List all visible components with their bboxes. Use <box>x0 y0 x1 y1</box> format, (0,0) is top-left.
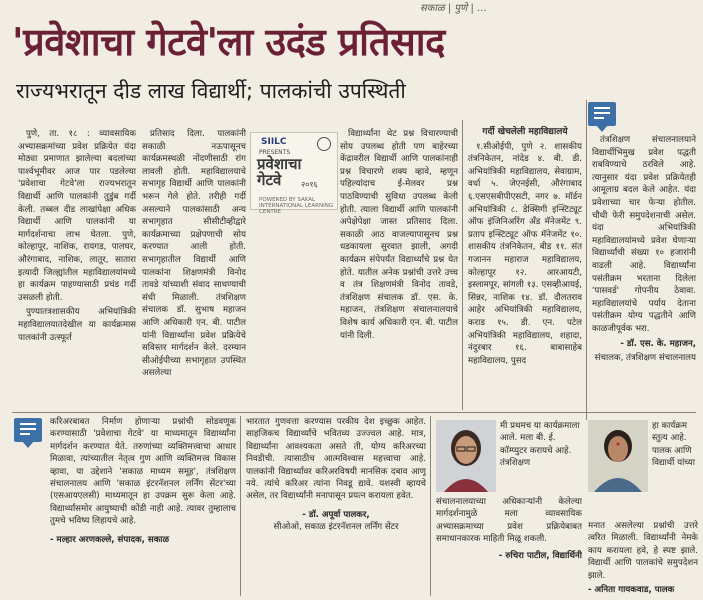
quote-parent-side <box>652 420 700 520</box>
col1-paragraph-1: पुणे, ता. १८ : व्यावसायिक अभ्यासक्रमांच्या प्रवेश प्रक्रियेत यंदा मोठ्या प्रमाणात झालेल्या बदलांच्या पार्श्वभूमीवर आज पार पडलेल्या 'प्रवेशाचा गेटवे'ला राज्यभरातून विद्यार्थी आणि पालकांनी तुडुंब गर्दी केली. तब्बल दीड लाखांपेक्षा अधिक विद्यार्थी आणि पालकांनी या मार्गदर्शनाचा लाभ घेतला. पुणे, कोल्हापूर, नाशिक, रायगड, पालघर, औरंगाबाद, नाशिक, लातूर, सातारा इत्यादी जिल्ह्यांतील महाविद्यालयांमध्ये हा कार्यक्रम पाहण्यासाठी प्रचंड गर्दी उसळली होती. <box>18 129 136 303</box>
quote-editor-text: करिअरबाबत निर्माण होणाऱ्या प्रश्नांची सोडवणूक करण्यासाठी 'प्रवेशाचा गेटवे' या माध्यमातून विद्यार्थ्यांना मार्गदर्शन करण्यात येते. तरुणांच्या व्यक्तिमत्त्वाचा आधार मिळावा, त्यांच्यातील नेतृत्व गुण आणि व्यक्तिमत्त्व विकास व्हावा, या उद्देशाने 'सकाळ माध्यम समूह', तंत्रशिक्षण संचालनालय आणि 'सकाळ इंटरनॅशनल लर्निंग सेंटर'च्या (एसआयएलसी) माध्यमातून हा उपक्रम सुरू केला आहे. विद्यार्थ्यांसमोर आयुष्याची कोंडी नाही आहे. त्यावर तुम्हालाच तुमचे भविष्य लिहायचे आहे. <box>50 417 236 527</box>
quote-parent-side-text: हा कार्यक्रम स्तुत्य आहे. पालक आणि विद्यार्थी यांच्या <box>652 421 695 469</box>
col3-paragraph-1: विद्यार्थ्यांना थेट प्रश्न विचारण्याची सोय उपलब्ध होती पण बाहेरच्या केंद्रावरील विद्यार्थी आणि पालकांनाही प्रश्न विचारणे शक्य व्हावे, म्हणून पहिल्यांदाच ई-मेलवर प्रश्न पाठविण्याची सुविधा उपलब्ध केली होती. त्याला विद्यार्थी आणि पालकांनी अपेक्षेपेक्षा जास्त प्रतिसाद दिला. सकाळी आठ वाजल्यापासूनच प्रश्न धडकायला सुरवात झाली, अगदी कार्यक्रम संपेपर्यंत विद्यार्थ्यांचे प्रश्न येत होते. यातील अनेक प्रश्नांची उत्तरे उच्च व तंत्र शिक्षणमंत्री विनोद तावडे, तंत्रशिक्षण संचालक डॉ. एस. के. महाजन, तंत्रशिक्षण संचालनालयाचे विशेष कार्य अधिकारी एन. बी. पाटील यांनी दिली. <box>340 129 458 341</box>
quote-student-text: संचालनालयाच्या अधिकाऱ्यांनी केलेल्या मार्गदर्शनामुळे मला व्यावसायिक अभ्यासक्रमाच्या प्रवेश प्रक्रियेबाबत समाधानकारक माहिती मिळू शकली. <box>436 497 582 545</box>
quote-student-side-text: मी प्रथमच या कार्यक्रमाला आले. मला बी. ई. कॉम्प्युटर करायचे आहे. तंत्रशिक्षण <box>500 421 580 469</box>
quote-parent <box>588 520 698 598</box>
article-column-3 <box>340 128 458 396</box>
quote-coo <box>246 416 426 598</box>
quote-coo-signature-role: सीओओ, सकाळ इंटरनॅशनल लर्निंग सेंटर <box>273 522 399 533</box>
quote-editor-signature: - मल्हार अरणकल्ले, संपादक, सकाळ <box>50 534 170 545</box>
col5-paragraph-1: तंत्रशिक्षण संचालनालयाने विद्यार्थीभिमुख प्रवेश पद्धती राबविण्याचे ठरविले आहे. त्यानुसार यंदा प्रवेश प्रक्रियेतही आमूलाग्र बदल केले आहेत. यंदा प्रवेशाच्या चार फेऱ्या होतील. चौथी फेरी समुपदेशनाची असेल. यंदा अभियांत्रिकी महाविद्यालयांमध्ये प्रवेश घेणाऱ्या विद्यार्थ्यांची संख्या १० हजारांनी वाढली आहे. विद्यार्थ्यांना पसंतीक्रम भरताना दिलेला 'पासवर्ड' गोपनीय ठेवावा. महाविद्यालयांचे पर्याय देताना पसंतीक्रम योग्य पद्धतीने आणि काळजीपूर्वक भरा. <box>592 135 696 334</box>
column-divider <box>462 120 463 410</box>
quote-student-signature: - रुचिरा पाटील, विद्यार्थिनी <box>498 550 582 561</box>
logo-brand: SIILC <box>261 137 287 147</box>
quote-student <box>436 496 582 598</box>
article-column-5 <box>592 134 696 416</box>
masthead-note: सकाळ | पुणे | ... <box>420 3 487 14</box>
student-photo <box>436 420 496 492</box>
logo-title-line2: गेटवे <box>257 171 282 189</box>
logo-presents: PRESENTS <box>259 149 291 156</box>
col2-paragraph-1: प्रतिसाद दिला. पालकांनी सकाळी नऊपासूनच कार्यक्रमस्थळी नोंदणीसाठी रांग लावली होती. महाविद्यालयाचे सभागृह विद्यार्थी आणि पालकांनी भरून गेले होते. तरीही गर्दी असल्याने पालकांसाठी अन्य सभागृहात सीसीटीव्हीद्वारे कार्यक्रमाच्या प्रक्षेपणाची सोय करण्यात आली होती. सभागृहातील विद्यार्थी आणि पालकांना शिक्षणमंत्री विनोद तावडे यांच्याशी संवाद साधण्याची संधी मिळाली. तंत्रशिक्षण संचालक डॉ. सुभाष महाजन आणि अधिकारी एन. बी. पाटील यांनी विद्यार्थ्यांना प्रवेश प्रक्रियेचे सविस्तर मार्गदर्शन केले. दरम्यान सीओईपीच्या सभागृहात उपस्थित असलेल्या <box>142 129 246 379</box>
col5-signature-name: - डॉ. एस. के. महाजन, <box>620 338 696 349</box>
logo-title-line1: प्रवेशाचा <box>257 155 302 173</box>
quote-coo-signature-name: - डॉ. अपूर्वा पालकर, <box>302 509 370 520</box>
col4-paragraph-1: १.सीओईपी, पुणे २. शासकीय तंत्रनिकेतन, नांदेड ४. बी. डी. अभियांत्रिकी महाविद्यालय, सेवाग्राम, वर्धा ५. जेएनईसी, औरंगाबाद ६.एसएसबीपीएसटी, नगर ७. मॉर्डन अभियांत्रिकी ८. डेक्सिगी इन्स्टिट्यूट ऑफ इंजिनिअरिंग ॲंड मॅनेजमेंट ९. प्रताप इन्स्टिट्यूट ऑफ मॅनेजमेंट १०. शासकीय तंत्रनिकेतन, बीड ११. संत गजानन महाराज महाविद्यालय, कोल्हापूर १२. आरआयटी, इस्लामपूर, सांगली १३. एसव्हीआयई, सिन्नर, नाशिक १४. डॉ. दौलतराव आहेर अभियांत्रिकी महाविद्यालय, कराड १५. डी. एन. पटेल अभियांत्रिकी महाविद्यालय, शहादा, नंदुरबार १६. बाबासाहेब महाविद्यालय, पुसद <box>468 141 582 366</box>
quote-divider-2 <box>430 416 431 596</box>
quote-divider-1 <box>240 416 241 596</box>
article-column-4 <box>468 126 582 416</box>
subheadline: राज्यभरातून दीड लाख विद्यार्थी; पालकांची उपस्थिती <box>16 79 406 103</box>
quote-editor <box>50 416 236 598</box>
quote-coo-text: भारतात गुणवत्ता करण्यास परकीय देश इच्छुक आहेत. साहजिकच विद्यार्थ्यांचे भवितव्य उज्ज्वल आहे. मात्र, विद्यार्थ्यांना आवश्यकता असते ती, योग्य करिअरच्या निवडीची. त्यासाठीच आत्मविश्वास महत्त्वाचा आहे. पालकांनी विद्यार्थ्यांवर करिअरविषयी मानसिक दबाव आणू नये. त्यांचे करिअर त्यांना निवडू द्यावे. यशस्वी व्हायचे असेल, तर विद्यार्थ्यांनी मनापासून प्रयत्न करायला हवेत. <box>246 417 426 502</box>
article-column-2 <box>142 128 246 396</box>
col1-paragraph-2: पुण्यातत्रशासकीय अभियांत्रिकी महाविद्यालयातदेखील या कार्यक्रमास पालकांनी उत्स्फूर्त <box>18 307 136 343</box>
col5-signature-role: संचालक, तंत्रशिक्षण संचालनालय <box>594 353 696 364</box>
article-column-1 <box>18 128 136 396</box>
logo-year: २०१६ <box>301 180 318 189</box>
emblem-icon <box>317 137 331 151</box>
quote-parent-text: मनात असलेल्या प्रश्नांची उत्तरे त्वरित मिळाली. विद्यार्थ्यांनी नेमके काय करायला हवे, हे स्पष्ट झाले. विद्यार्थी आणि पालकांचे समुपदेशन झाले. <box>588 521 698 581</box>
headline: 'प्रवेशाचा गेटवे'ला उदंड प्रतिसाद <box>12 20 445 64</box>
parent-photo <box>588 420 648 492</box>
column-divider-2 <box>586 100 587 420</box>
gateway-logo <box>250 132 338 215</box>
quote-parent-signature: - अनिता गायकवाड, पालक <box>588 585 675 596</box>
quote-icon <box>14 418 42 442</box>
section-divider <box>12 412 696 413</box>
colleges-heading: गर्दी खेचलेली महाविद्यालये <box>482 127 568 137</box>
logo-powered: POWERED BY SAKAL INTERNATIONAL LEARNING CENTRE <box>259 197 334 215</box>
quote-icon <box>588 102 616 126</box>
quote-student-side <box>500 420 580 494</box>
